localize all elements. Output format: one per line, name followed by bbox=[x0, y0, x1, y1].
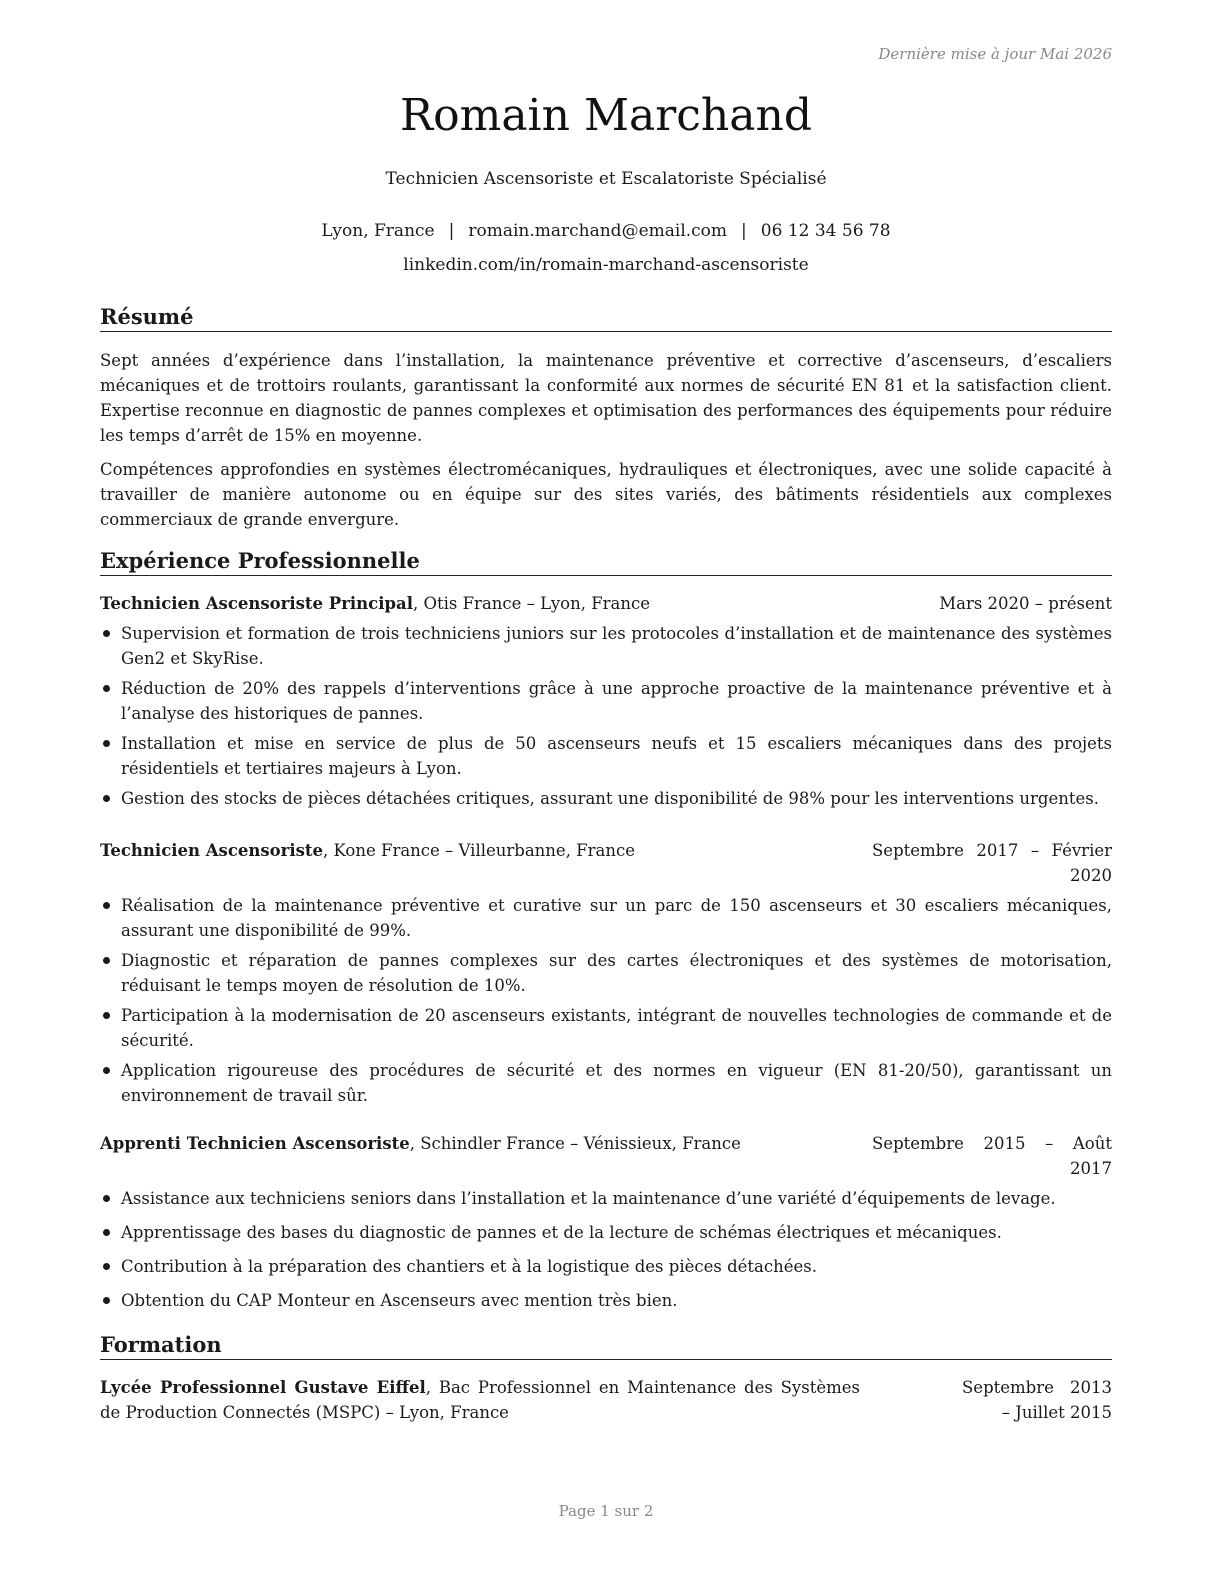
phone-number: 06 12 34 56 78 bbox=[760, 221, 891, 241]
job-dates: Septembre 2015 – Août 2017 bbox=[872, 1134, 1112, 1178]
location: Lyon, France bbox=[321, 221, 435, 241]
list-item: Application rigoureuse des procédures de sécurité et des normes en vigueur (EN 81-20/50), garantissant un environnement de travail sûr. bbox=[100, 1058, 1112, 1108]
section-title-summary: Résumé bbox=[100, 304, 1112, 332]
job-bullets bbox=[100, 621, 1112, 811]
list-item: Supervision et formation de trois techniciens juniors sur les protocoles d’installation et de maintenance des systèmes Gen2 et SkyRise. bbox=[100, 621, 1112, 671]
contact-line bbox=[100, 219, 1112, 243]
education-entry bbox=[100, 1375, 1112, 1425]
list-item: Réalisation de la maintenance préventive et curative sur un parc de 150 ascenseurs et 30 escaliers mécaniques, assurant une disponibilité de 99%. bbox=[100, 893, 1112, 943]
list-item: Contribution à la préparation des chantiers et à la logistique des pièces détachées. bbox=[100, 1254, 1112, 1279]
summary-paragraph: Compétences approfondies en systèmes électromécaniques, hydrauliques et électroniques, avec une solide capacité à travailler de manière autonome ou en équipe sur des sites variés, des bâtiments résidentiels aux complexes commerciaux de grande envergure. bbox=[100, 460, 1112, 529]
job-subtitle: Technicien Ascensoriste et Escalatoriste Spécialisé bbox=[385, 169, 827, 189]
list-item: Diagnostic et réparation de pannes complexes sur des cartes électroniques et des systèmes de motorisation, réduisant le temps moyen de résolution de 10%. bbox=[100, 948, 1112, 998]
degree-name: , Bac Professionnel en Maintenance des Systèmes de Production Connectés (MSPC) – Lyon, France bbox=[100, 1378, 860, 1422]
contact-separator: | bbox=[741, 221, 747, 241]
job-company: , Kone France – Villeurbanne, France bbox=[323, 841, 635, 860]
section-title-experience: Expérience Professionnelle bbox=[100, 548, 1112, 576]
job-header bbox=[100, 1131, 1112, 1178]
education-description bbox=[100, 1375, 860, 1425]
list-item: Obtention du CAP Monteur en Ascenseurs avec mention très bien. bbox=[100, 1288, 1112, 1313]
job-dates: Septembre 2017 – Février 2020 bbox=[872, 841, 1112, 885]
list-item: Gestion des stocks de pièces détachées critiques, assurant une disponibilité de 98% pour les interventions urgentes. bbox=[100, 786, 1112, 811]
job-bullets bbox=[100, 893, 1112, 1108]
page-number: Page 1 sur 2 bbox=[558, 1502, 654, 1520]
list-item: Installation et mise en service de plus de 50 ascenseurs neufs et 15 escaliers mécaniques dans des projets résidentiels et tertiaires majeurs à Lyon. bbox=[100, 731, 1112, 781]
job-header bbox=[100, 591, 1112, 616]
email-link[interactable]: romain.marchand@email.com bbox=[468, 221, 728, 241]
job-bullets bbox=[100, 1186, 1112, 1313]
list-item: Apprentissage des bases du diagnostic de pannes et de la lecture de schémas électriques et mécaniques. bbox=[100, 1220, 1112, 1245]
section-title-education: Formation bbox=[100, 1332, 1112, 1360]
job-company: , Schindler France – Vénissieux, France bbox=[409, 1134, 741, 1153]
candidate-name: Romain Marchand bbox=[399, 90, 812, 141]
job-company: , Otis France – Lyon, France bbox=[412, 594, 650, 613]
education-dates: Septembre 2013 – Juillet 2015 bbox=[962, 1378, 1112, 1422]
resume-page bbox=[100, 0, 1112, 1584]
summary-paragraph: Sept années d’expérience dans l’installation, la maintenance préventive et corrective d’ascenseurs, d’escaliers mécaniques et de trottoirs roulants, garantissant la conformité aux normes de sécurité EN 81 et la satisfaction client. Expertise reconnue en diagnostic de pannes complexes et optimisation des performances des équipements pour réduire les temps d’arrêt de 15% en moyenne. bbox=[100, 351, 1112, 445]
list-item: Assistance aux techniciens seniors dans l’installation et la maintenance d’une variété d’équipements de levage. bbox=[100, 1186, 1112, 1211]
job-role: Apprenti Technicien Ascensoriste bbox=[100, 1134, 410, 1153]
contact-separator: | bbox=[448, 221, 455, 241]
job-role: Technicien Ascensoriste bbox=[100, 841, 324, 860]
job-header bbox=[100, 838, 1112, 885]
school-name: Lycée Professionnel Gustave Eiffel bbox=[100, 1378, 426, 1397]
job-dates: Mars 2020 – présent bbox=[939, 594, 1112, 613]
last-updated: Dernière mise à jour Mai 2026 bbox=[878, 45, 1112, 63]
job-role: Technicien Ascensoriste Principal bbox=[100, 594, 413, 613]
list-item: Réduction de 20% des rappels d’interventions grâce à une approche proactive de la maintenance préventive et à l’analyse des historiques de pannes. bbox=[100, 676, 1112, 726]
linkedin-link[interactable]: linkedin.com/in/romain-marchand-ascensoriste bbox=[403, 255, 809, 275]
list-item: Participation à la modernisation de 20 ascenseurs existants, intégrant de nouvelles technologies de commande et de sécurité. bbox=[100, 1003, 1112, 1053]
